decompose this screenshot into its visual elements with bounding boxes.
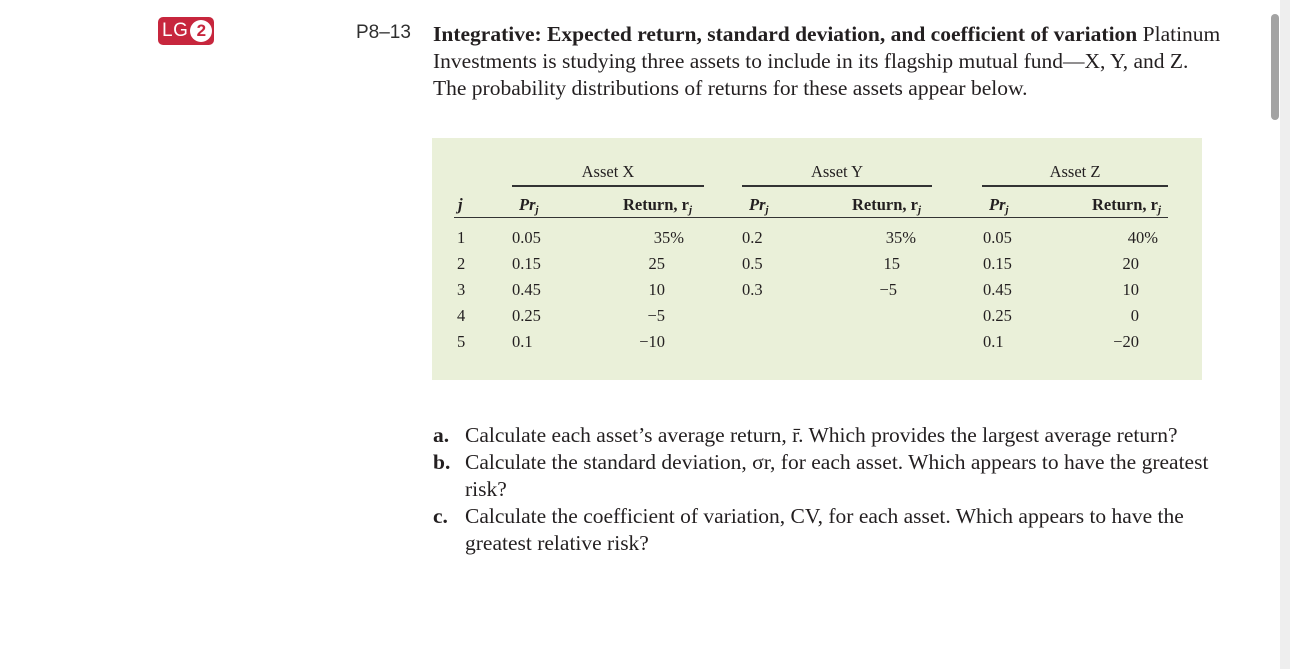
cell-y-prob: 0.2 <box>742 228 763 247</box>
cell-y-return: −5 <box>879 280 897 299</box>
right-gutter <box>1280 0 1290 669</box>
cell-y-prob: 0.3 <box>742 280 763 299</box>
cell-x-prob: 0.25 <box>512 306 541 325</box>
cell-x-prob: 0.05 <box>512 228 541 247</box>
z-prob-sub: j <box>1005 204 1009 216</box>
cell-x-return: 10 <box>648 280 665 299</box>
question-b <box>433 449 1213 503</box>
cell-y-prob: 0.5 <box>742 254 763 273</box>
x-prob-label: Pr <box>519 195 536 214</box>
question-list <box>433 422 1213 557</box>
col-header-z-prob <box>989 195 1009 216</box>
y-prob-sub: j <box>765 204 769 216</box>
x-return-sub: j <box>688 204 693 216</box>
group-rule-y <box>742 185 932 187</box>
y-return-sub: j <box>917 204 922 216</box>
cell-z-prob: 0.05 <box>983 228 1012 247</box>
cell-x-prob: 0.15 <box>512 254 541 273</box>
question-letter: a. <box>433 423 450 447</box>
cell-j: 1 <box>457 228 466 247</box>
z-return-label: Return, r <box>1092 195 1158 214</box>
question-letter: b. <box>433 450 451 474</box>
cell-z-return: 10 <box>1122 280 1139 299</box>
problem-number: P8–13 <box>356 22 411 43</box>
learning-goal-number: 2 <box>190 20 212 42</box>
col-header-x-return <box>623 195 692 216</box>
question-text: Calculate the standard deviation, σr, for each asset. Which appears to have the greatest risk? <box>465 450 1209 501</box>
vertical-scrollbar[interactable] <box>1271 14 1279 120</box>
cell-y-return: 15 <box>883 254 900 273</box>
cell-j: 3 <box>457 280 466 299</box>
group-header-asset-z: Asset Z <box>1049 162 1101 181</box>
cell-x-return: −10 <box>639 332 665 351</box>
header-rule <box>454 217 1168 218</box>
question-c <box>433 503 1213 557</box>
problem-body: Platinum Investments is studying three assets to include in its flagship mutual fund—X, Y, and Z. The probability distributions of returns for these assets appear below. <box>433 22 1221 100</box>
problem-title: Integrative: Expected return, standard deviation, and coefficient of variation <box>433 22 1138 46</box>
cell-z-return: 20 <box>1122 254 1139 273</box>
col-header-z-return <box>1092 195 1161 216</box>
question-text: Calculate each asset’s average return, r̄. Which provides the largest average return? <box>465 423 1178 447</box>
col-header-j: j <box>458 195 463 214</box>
cell-j: 5 <box>457 332 466 351</box>
cell-x-prob: 0.45 <box>512 280 541 299</box>
x-prob-sub: j <box>535 204 539 216</box>
cell-y-return: 35% <box>885 228 916 247</box>
z-return-sub: j <box>1157 204 1162 216</box>
x-return-label: Return, r <box>623 195 689 214</box>
cell-z-prob: 0.1 <box>983 332 1004 351</box>
group-rule-z <box>982 185 1168 187</box>
learning-goal-badge <box>158 17 214 45</box>
y-prob-label: Pr <box>749 195 766 214</box>
question-text: Calculate the coefficient of variation, CV, for each asset. Which appears to have the greatest relative risk? <box>465 504 1184 555</box>
z-prob-label: Pr <box>989 195 1006 214</box>
cell-x-return: 35% <box>653 228 684 247</box>
col-header-x-prob <box>519 195 539 216</box>
group-header-asset-y: Asset Y <box>810 162 864 181</box>
question-a <box>433 422 1213 449</box>
cell-z-return: −20 <box>1113 332 1139 351</box>
cell-x-return: −5 <box>647 306 665 325</box>
problem-intro <box>433 21 1223 102</box>
col-header-y-return <box>852 195 921 216</box>
cell-x-prob: 0.1 <box>512 332 533 351</box>
cell-j: 4 <box>457 306 466 325</box>
group-header-asset-x: Asset X <box>581 162 635 181</box>
group-rule-x <box>512 185 704 187</box>
cell-z-prob: 0.45 <box>983 280 1012 299</box>
cell-z-prob: 0.25 <box>983 306 1012 325</box>
question-letter: c. <box>433 504 448 528</box>
y-return-label: Return, r <box>852 195 918 214</box>
col-header-y-prob <box>749 195 769 216</box>
cell-z-prob: 0.15 <box>983 254 1012 273</box>
cell-z-return: 0 <box>1130 306 1139 325</box>
cell-z-return: 40% <box>1127 228 1158 247</box>
cell-x-return: 25 <box>648 254 665 273</box>
learning-goal-label: LG <box>162 20 189 41</box>
cell-j: 2 <box>457 254 466 273</box>
